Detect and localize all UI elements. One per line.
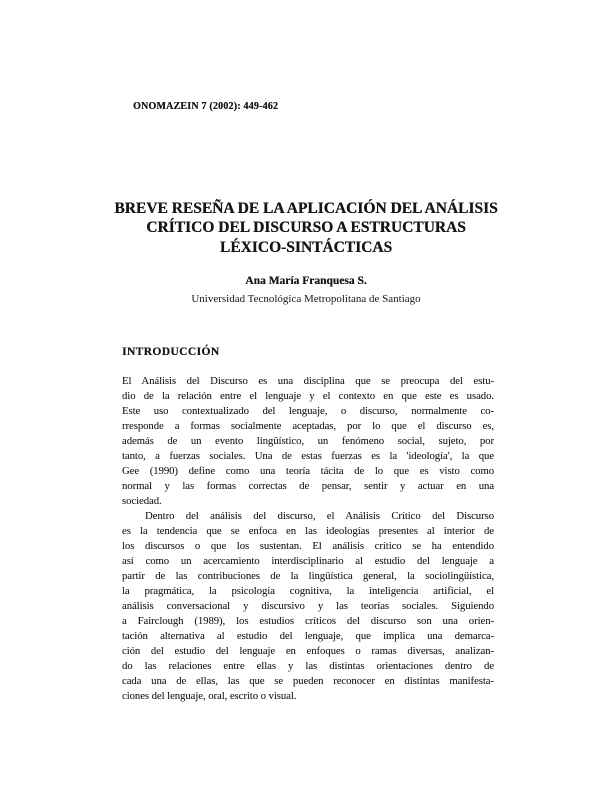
text-line: a Fairclough (1989), los estudios críticos del discurso son una orien- [122,615,494,627]
text-line: do las relaciones entre ellas y las distintas orientaciones dentro de [122,660,494,672]
text-line: El Análisis del Discurso es una disciplina que se preocupa del estu- [122,375,494,387]
text-line: análisis conversacional y discursivo y las teorías sociales. Siguiendo [122,600,494,612]
text-line: partir de las contribuciones de la lingüística general, la sociolingüística, [122,570,494,582]
text-line: dio de la relación entre el lenguaje y el contexto en que este es usado. [122,390,494,402]
journal-running-header: ONOMAZEIN 7 (2002): 449-462 [133,101,279,112]
body-text [122,374,494,704]
text-line: además de un evento lingüístico, un fenómeno social, sujeto, por [122,435,494,447]
text-line: ción del estudio del lenguaje en enfoques o ramas diversas, analizan- [122,645,494,657]
text-line: rresponde a formas socialmente aceptadas, por lo que el discurso es, [122,420,494,432]
text-line: es la tendencia que se enfoca en las ideologías presentes al interior de [122,525,494,537]
text-line: tanto, a fuerzas sociales. Una de estas fuerzas es la 'ideología', la que [122,450,494,462]
text-line: sociedad. [122,495,162,507]
text-line: Gee (1990) define como una teoría tácita de lo que es visto como [122,465,494,477]
text-line: así como un acercamiento interdisciplinario al estudio del lenguaje a [122,555,494,567]
title-line-1: BREVE RESEÑA DE LA APLICACIÓN DEL ANÁLISIS [114,200,498,217]
text-line: normal y las formas correctas de pensar, sentir y actuar en una [122,480,494,492]
text-line: ciones del lenguaje, oral, escrito o visual. [122,690,297,702]
text-line: tación alternativa al estudio del lenguaje, que implica una demarca- [122,630,494,642]
text-line: la pragmática, la psicología cognitiva, la inteligencia artificial, el [122,585,494,597]
text-line: Este uso contextualizado del lenguaje, o discurso, normalmente co- [122,405,494,417]
title-line-2: CRÍTICO DEL DISCURSO A ESTRUCTURAS [146,219,466,237]
author-affiliation: Universidad Tecnológica Metropolitana de Santiago [191,293,421,305]
author-name: Ana María Franquesa S. [245,275,367,287]
title-line-3: LÉXICO-SINTÁCTICAS [219,238,393,256]
text-line: los discursos o que los sustentan. El análisis crítico se ha entendido [122,540,494,552]
section-heading-introduccion: INTRODUCCIÓN [122,346,220,358]
article-title [61,199,551,257]
text-line: Dentro del análisis del discurso, el Análisis Crítico del Discurso [145,510,494,522]
text-line: cada una de ellas, las que se pueden reconocer en distintas manifesta- [122,675,494,687]
